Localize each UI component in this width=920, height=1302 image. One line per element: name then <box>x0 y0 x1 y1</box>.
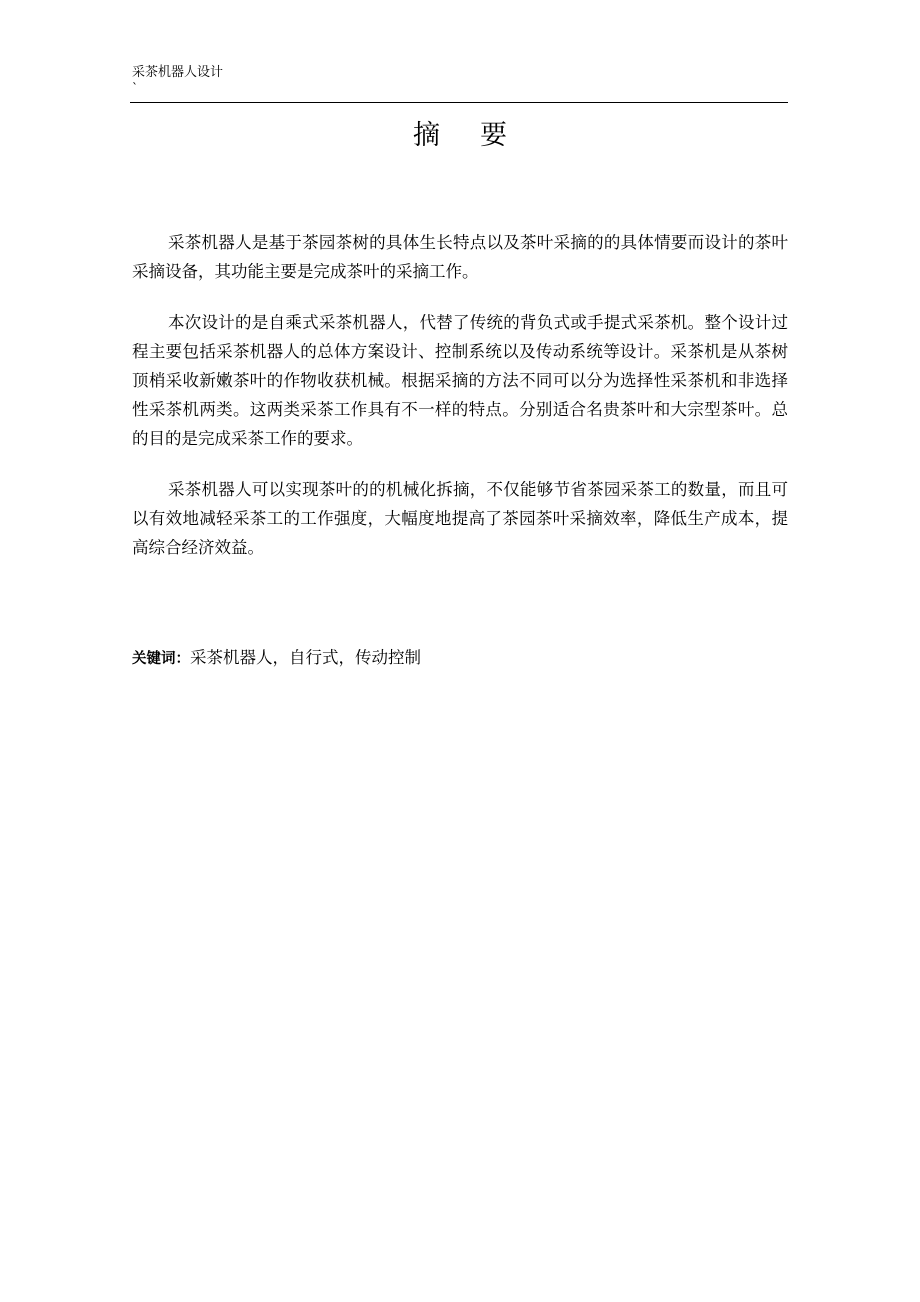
abstract-paragraph: 本次设计的是自乘式采茶机器人，代替了传统的背负式或手提式采茶机。整个设计过程主要包括采茶机器人的总体方案设计、控制系统以及传动系统等设计。采茶机是从茶树顶梢采收新嫩茶叶的作物收获机械。根据采摘的方法不同可以分为选择性采茶机和非选择性采茶机两类。这两类采茶工作具有不一样的特点。分别适合名贵茶叶和大宗型茶叶。总的目的是完成采茶工作的要求。 <box>132 313 788 448</box>
header-rule <box>130 102 788 103</box>
abstract-body <box>132 228 788 584</box>
keywords-label: 关键词： <box>132 651 190 667</box>
abstract-paragraph: 采茶机器人是基于茶园茶树的具体生长特点以及茶叶采摘的的具体情要而设计的茶叶采摘设备，其功能主要是完成茶叶的采摘工作。 <box>132 233 788 281</box>
keywords-line <box>132 644 421 673</box>
keywords-value: 采茶机器人，自行式，传动控制 <box>190 648 421 667</box>
header-mark: ` <box>132 81 138 95</box>
page-title: 摘要 <box>413 120 547 151</box>
running-header: 采茶机器人设计 <box>132 65 224 80</box>
abstract-paragraph: 采茶机器人可以实现茶叶的的机械化拆摘，不仅能够节省茶园采茶工的数量，而且可以有效地减轻采茶工的工作强度，大幅度地提高了茶园茶叶采摘效率，降低生产成本，提高综合经济效益。 <box>132 480 788 557</box>
